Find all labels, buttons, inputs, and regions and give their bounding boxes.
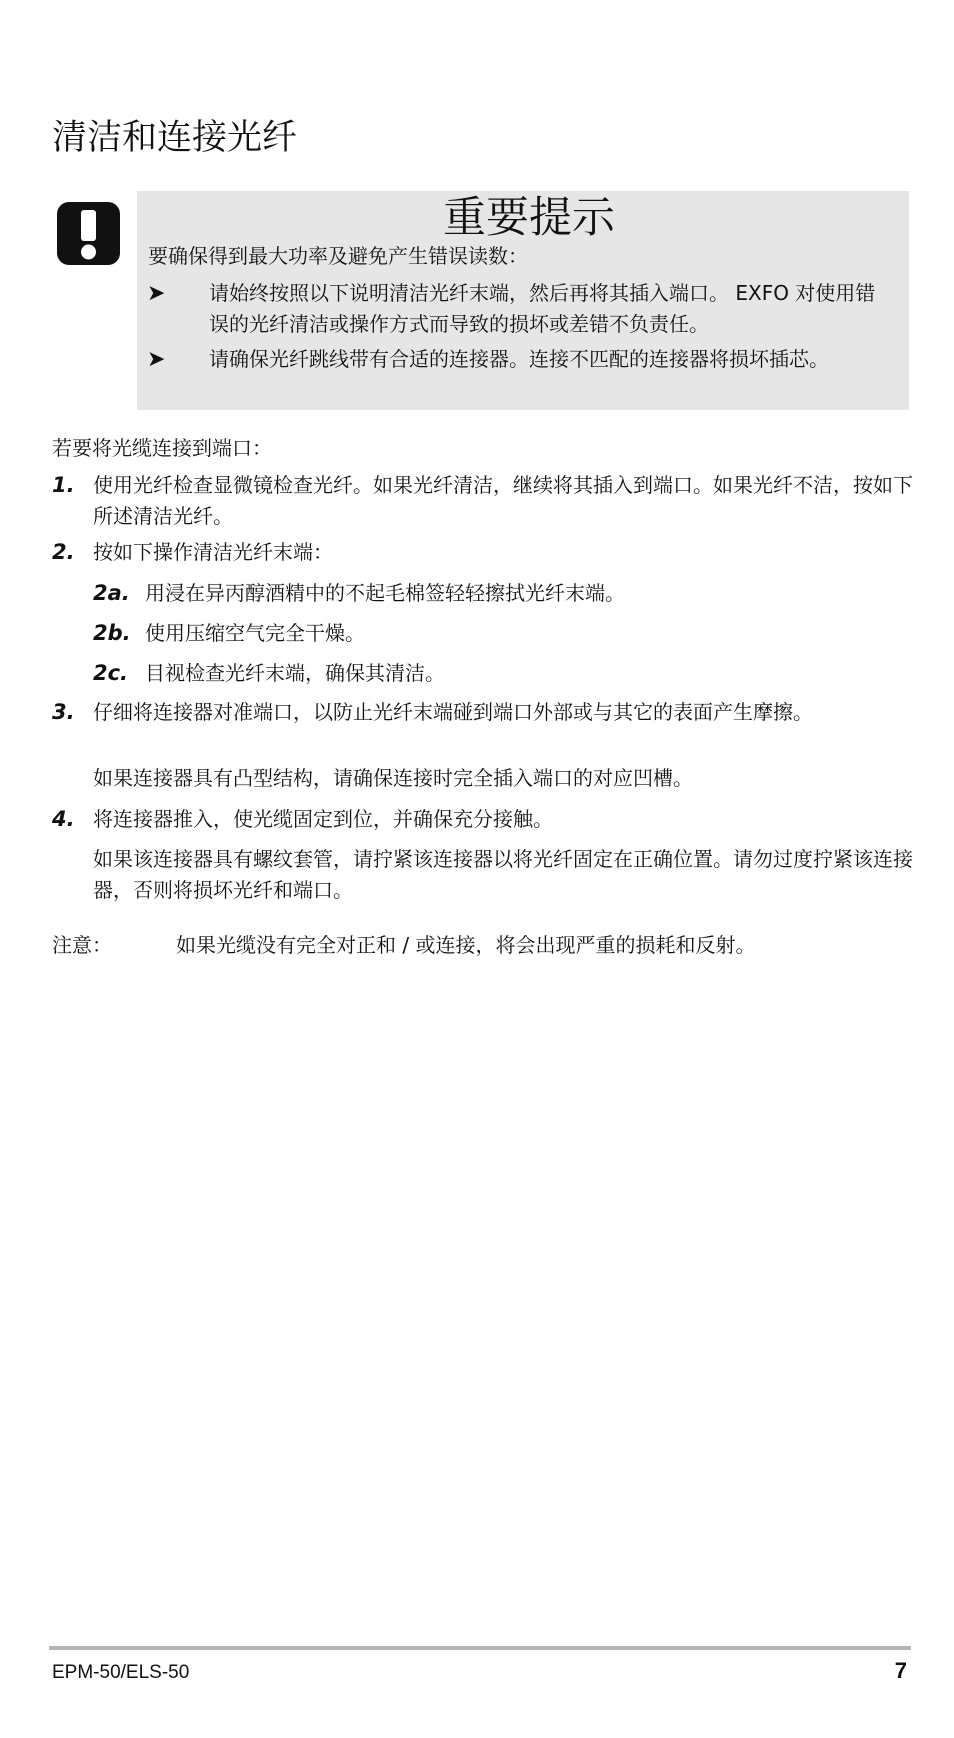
procedure-intro: 若要将光缆连接到端口： [52, 436, 272, 460]
step-number: 1. [52, 473, 75, 497]
page-title: 清洁和连接光纤 [52, 118, 298, 158]
arrow-bullet-icon: ➤ [147, 347, 166, 372]
step-3-note: 如果连接器具有凸型结构，请确保连接时完全插入端口的对应凹槽。 [93, 766, 693, 790]
notice-bullet-text: 请确保光纤跳线带有合适的连接器。连接不匹配的连接器将损坏插芯。 [209, 347, 829, 371]
substep-text: 目视检查光纤末端，确保其清洁。 [145, 661, 445, 685]
notice-intro: 要确保得到最大功率及避免产生错误读数： [148, 244, 528, 268]
notice-bullet-text: 请始终按照以下说明清洁光纤末端，然后再将其插入端口。 EXFO 对使用错误的光纤清洁或操作方式而导致的损坏或差错不负责任。 [209, 281, 876, 336]
step-4-note: 如果该连接器具有螺纹套管，请拧紧该连接器以将光纤固定在正确位置。请勿过度拧紧该连接器，否则将损坏光纤和端口。 [93, 847, 913, 902]
substep-text: 使用压缩空气完全干燥。 [145, 621, 365, 645]
important-notice-box [137, 191, 909, 410]
step-number: 2. [52, 540, 75, 564]
substep-text: 用浸在异丙醇酒精中的不起毛棉签轻轻擦拭光纤末端。 [145, 581, 625, 605]
footer-page-number: 7 [894, 1658, 907, 1683]
step-number: 4. [52, 807, 75, 831]
substep-number: 2a. [93, 581, 130, 605]
footer-divider [49, 1646, 911, 1650]
step-text: 使用光纤检查显微镜检查光纤。如果光纤清洁，继续将其插入到端口。如果光纤不洁，按如下所述清洁光纤。 [93, 473, 913, 528]
step-text: 仔细将连接器对准端口，以防止光纤末端碰到端口外部或与其它的表面产生摩擦。 [93, 700, 813, 724]
step-number: 3. [52, 700, 75, 724]
step-text: 将连接器推入，使光缆固定到位，并确保充分接触。 [93, 807, 553, 831]
footer-product-name: EPM-50/ELS-50 [52, 1662, 190, 1683]
substep-number: 2c. [93, 661, 129, 685]
note-text: 如果光缆没有完全对正和 / 或连接，将会出现严重的损耗和反射。 [176, 933, 756, 957]
step-text: 按如下操作清洁光纤末端： [93, 540, 333, 564]
arrow-bullet-icon: ➤ [147, 281, 166, 306]
notice-title: 重要提示 [443, 193, 615, 243]
note-label: 注意： [52, 933, 112, 957]
important-exclamation-icon [57, 202, 120, 265]
substep-number: 2b. [93, 621, 131, 645]
